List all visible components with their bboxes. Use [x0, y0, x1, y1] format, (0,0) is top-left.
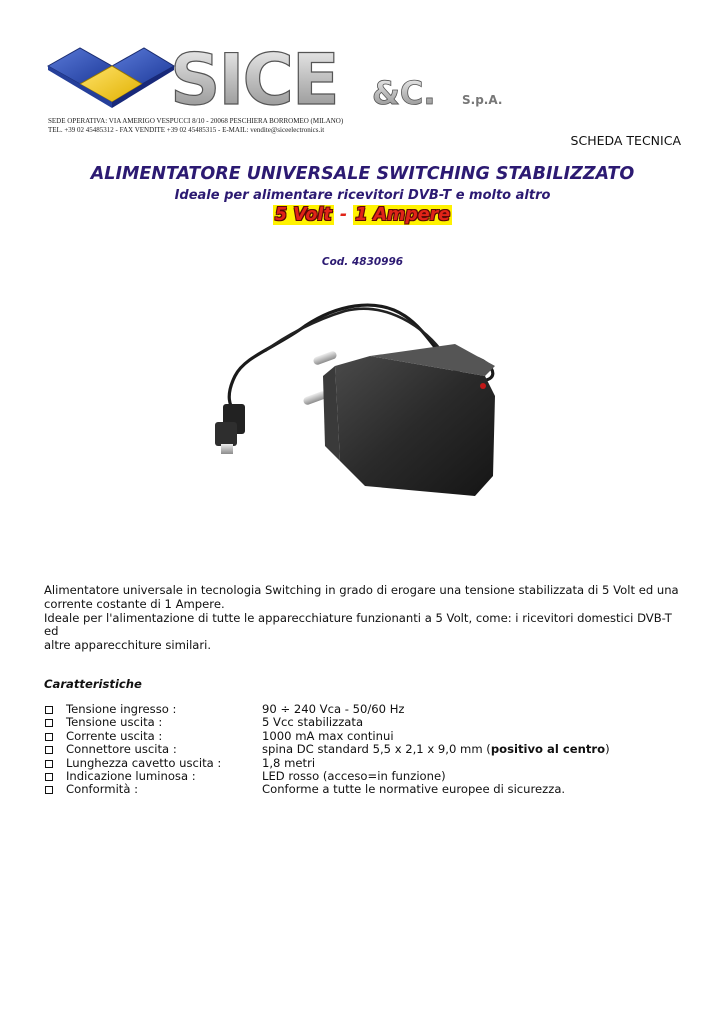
feature-value: 5 Vcc stabilizzata	[262, 715, 364, 730]
feature-value: LED rosso (acceso=in funzione)	[262, 769, 446, 784]
rating-separator: -	[333, 205, 354, 225]
feature-item	[44, 716, 610, 729]
feature-value-end: )	[605, 742, 610, 757]
voltage-rating: 5 Volt	[274, 205, 332, 225]
feature-value	[262, 743, 610, 756]
feature-item	[44, 730, 610, 743]
product-subtitle: Ideale per alimentare ricevitori DVB-T e molto altro	[174, 188, 551, 203]
feature-value-text: spina DC standard 5,5 x 2,1 x 9,0 mm (	[262, 742, 491, 757]
description-line: Alimentatore universale in tecnologia Switching in grado di erogare una tensione stabilizzata di 5 Volt ed una	[44, 583, 679, 597]
features-list	[44, 703, 610, 797]
feature-value: 1,8 metri	[262, 755, 316, 770]
features-heading: Caratteristiche	[44, 677, 142, 691]
feature-value: 90 ÷ 240 Vca - 50/60 Hz	[262, 702, 405, 716]
contact-line: TEL. +39 02 45485312 - FAX VENDITE +39 02 45485315 - E-MAIL: vendite@siceelectronics.it	[48, 126, 325, 134]
feature-value-bold: positivo al centro	[490, 742, 606, 757]
feature-item	[44, 743, 610, 756]
power-adapter-image	[195, 296, 525, 511]
description-line: altre apparecchiture similari.	[44, 638, 212, 653]
checkbox-bullet-icon	[45, 719, 53, 727]
feature-item	[44, 783, 610, 796]
logo-wordmark: SICE	[170, 40, 338, 118]
description-line: Ideale per l'alimentazione di tutte le apparecchiature funzionanti a 5 Volt, come: i ricevitori domestici DVB-T ed	[44, 610, 672, 639]
company-address	[48, 117, 343, 135]
product-code: Cod. 4830996	[321, 256, 404, 268]
feature-label: Connettore uscita :	[66, 742, 177, 757]
feature-label: Tensione ingresso :	[66, 702, 177, 716]
checkbox-bullet-icon	[45, 746, 53, 754]
feature-item	[44, 757, 610, 770]
feature-label: Corrente uscita :	[66, 728, 163, 743]
feature-item	[44, 703, 610, 716]
product-description	[44, 584, 684, 653]
logo-spa: S.p.A.	[462, 93, 503, 107]
power-rating	[0, 205, 725, 225]
feature-label: Tensione uscita :	[66, 715, 163, 730]
feature-label: Lunghezza cavetto uscita :	[66, 755, 222, 770]
description-line: corrente costante di 1 Ampere.	[44, 596, 225, 611]
feature-label: Conformità :	[66, 782, 139, 797]
current-rating: 1 Ampere	[355, 205, 451, 225]
checkbox-bullet-icon	[45, 733, 53, 741]
address-line: SEDE OPERATIVA: VIA AMERIGO VESPUCCI 8/10 - 20068 PESCHIERA BORROMEO (MILANO)	[48, 117, 344, 125]
document-type: SCHEDA TECNICA	[570, 133, 681, 148]
feature-item	[44, 770, 610, 783]
checkbox-bullet-icon	[45, 760, 53, 768]
logo-emblem	[48, 48, 174, 108]
feature-label: Indicazione luminosa :	[66, 769, 196, 784]
feature-value: 1000 mA max continui	[262, 728, 394, 743]
checkbox-bullet-icon	[45, 706, 53, 714]
checkbox-bullet-icon	[45, 773, 53, 781]
logo-wordmark-suffix: &C.	[372, 74, 436, 112]
company-logo	[46, 40, 516, 118]
product-title: ALIMENTATORE UNIVERSALE SWITCHING STABILIZZATO	[90, 164, 635, 184]
checkbox-bullet-icon	[45, 786, 53, 794]
feature-value: Conforme a tutte le normative europee di sicurezza.	[262, 782, 566, 797]
